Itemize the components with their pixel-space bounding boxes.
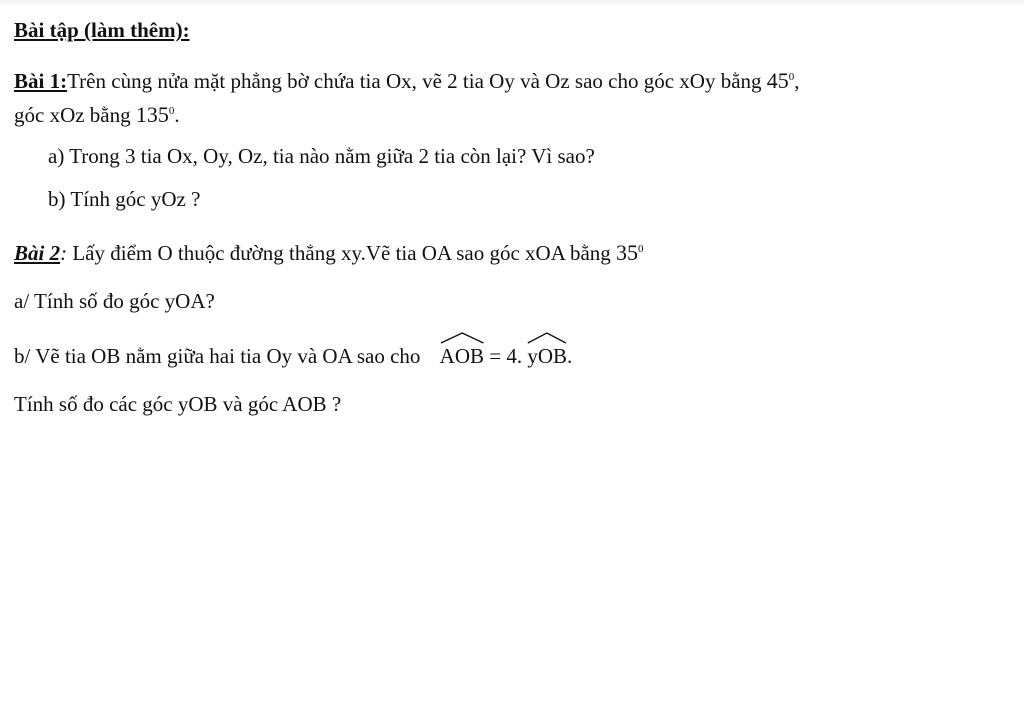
bai1-text2-end: . xyxy=(174,103,180,127)
bai2-angle: 35 xyxy=(616,240,639,265)
bai2-line1 xyxy=(14,242,644,264)
bai1-item-a: a) Trong 3 tia Ox, Oy, Oz, tia nào nằm giữa 2 tia còn lại? Vì sao? xyxy=(48,144,595,168)
bai1-label: Bài 1: xyxy=(14,69,68,93)
page-title: Bài tập (làm thêm): xyxy=(14,18,190,42)
angle-yob-text: yOB xyxy=(527,344,568,368)
angle-hat-icon xyxy=(527,332,567,344)
bai2-item-b xyxy=(14,340,572,367)
top-edge-shadow xyxy=(0,0,1024,6)
bai1-text1: Trên cùng nửa mặt phẳng bờ chứa tia Ox, vẽ 2 tia Oy và Oz sao cho góc xOy bằng xyxy=(67,69,767,93)
bai2-colon: : xyxy=(60,241,68,265)
bai2-final-question: Tính số đo các góc yOB và góc AOB ? xyxy=(14,392,342,416)
bai1-text1-end: , xyxy=(794,69,800,93)
angle-yob xyxy=(527,340,567,367)
degree-mark: 0 xyxy=(168,105,175,117)
bai1-angle2: 135 xyxy=(135,102,169,127)
angle-hat-icon xyxy=(440,332,484,344)
bai2-text: Lấy điểm O thuộc đường thẳng xy.Vẽ tia OA sao góc xOA bằng xyxy=(67,241,617,265)
bai2-item-a: a/ Tính số đo góc yOA? xyxy=(14,289,215,313)
bai1-line1 xyxy=(14,70,800,92)
bai1-text2: góc xOz bằng xyxy=(14,103,136,127)
bai2-item-b-prefix: b/ Vẽ tia OB nằm giữa hai tia Oy và OA sao cho xyxy=(14,344,426,368)
bai2-label: Bài 2 xyxy=(14,241,61,265)
bai2-item-b-end: . xyxy=(567,344,573,368)
bai1-angle1: 45 xyxy=(766,68,789,93)
degree-mark: 0 xyxy=(788,71,795,83)
angle-aob xyxy=(440,340,484,367)
equals-text: = 4. xyxy=(484,344,528,368)
bai1-item-b: b) Tính góc yOz ? xyxy=(48,187,201,211)
degree-mark: 0 xyxy=(638,243,644,255)
angle-aob-text: AOB xyxy=(439,344,485,368)
bai1-line2 xyxy=(14,104,180,126)
